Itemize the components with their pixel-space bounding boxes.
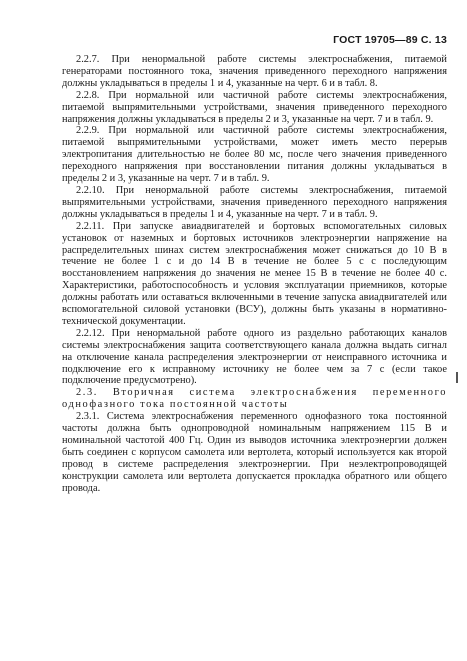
margin-mark (456, 372, 458, 383)
paragraph-2-2-9: 2.2.9. При нормальной или частичной работе системы электроснабжения, питаемой выпрямительными устройствами, может иметь место перерыв электропитания длительностью не более 80 мс, после чего значения приведенного переходного напряжения при восстановлении питания должны укладываться в пределы 2 и 3, указанные на черт. 7 и в табл. 9. (62, 125, 447, 185)
paragraph-2-2-12: 2.2.12. При ненормальной работе одного из раздельно работающих каналов системы электроснабжения защита соответствующего канала должна выдать сигнал на отключение канала распределения электроэнергии от неисправного источника и подключение его к исправному источнику не более чем за 7 с (если такое подключение предусмотрено). (62, 327, 447, 387)
section-heading-2-3: 2.3. Вторичная система электроснабжения переменного однофазного тока постоянной частоты (62, 387, 447, 411)
document-body (62, 54, 447, 495)
paragraph-2-2-10: 2.2.10. При ненормальной работе системы электроснабжения, питаемой выпрямительными устройствами, значения приведенного переходного напряжения должны укладываться в пределы 1 и 4, указанные на черт. 7 и в табл. 9. (62, 184, 447, 220)
paragraph-2-2-7: 2.2.7. При ненормальной работе системы электроснабжения, питаемой генераторами постоянного тока, значения приведенного переходного напряжения должны укладываться в пределы 1 и 4, указанные на черт. 6 и в табл. 8. (62, 54, 447, 89)
paragraph-2-2-11: 2.2.11. При запуске авиадвигателей и бортовых вспомогательных силовых установок от наземных и бортовых источников электроэнергии напряжение на распределительных шинах систем электроснабжения может снижаться до 10 В в течение не более 1 с и до 14 В в течение не более 5 с с последующим восстановлением напряжения до значения не менее 15 В в течение не более 40 с. Характеристики, работоспособность и условия эксплуатации приемников, которые должны работать или оставаться включенными в течение запуска авиадвигателей или вспомогательной силовой установки (ВСУ), должны быть указаны в нормативно-технической документации. (62, 220, 447, 327)
paragraph-2-2-8: 2.2.8. При нормальной или частичной работе системы электроснабжения, питаемой выпрямительными устройствами, значения приведенного переходного напряжения должны укладываться в пределы 2 и 3, указанные на черт. 7 и в табл. 9. (62, 89, 447, 125)
paragraph-2-3-1: 2.3.1. Система электроснабжения переменного однофазного тока постоянной частоты должна быть однопроводной номинальным напряжением 115 В и номинальной частотой 400 Гц. Один из выводов источника электроэнергии должен быть соединен с корпусом самолета или вертолета, который используется как второй провод в системе распределения электроэнергии. При неэлектропроводящей конструкции самолета или вертолета допускается прокладка обратного или общего провода. (62, 411, 447, 494)
running-header: ГОСТ 19705—89 С. 13 (333, 34, 447, 46)
